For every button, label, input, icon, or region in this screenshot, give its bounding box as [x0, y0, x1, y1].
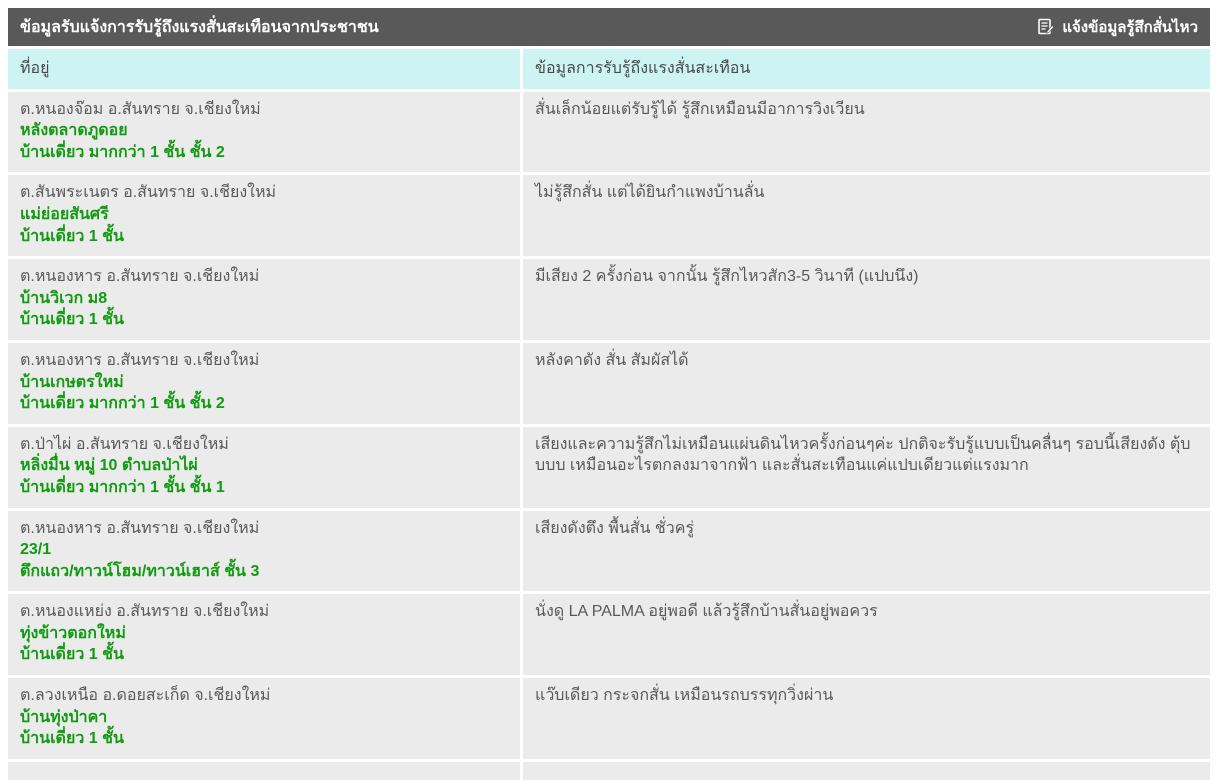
place-text: 23/1: [20, 541, 52, 559]
address-text: ต.หนองแหย่ง อ.สันทราย จ.เชียงใหม่: [20, 603, 270, 621]
address-cell: [8, 678, 520, 759]
report-cell: นั่งดู LA PALMA อยู่พอดี แล้วรู้สึกบ้านสั่นอยู่พอควร: [523, 594, 1210, 675]
place-text: ทุ่งข้าวตอกใหม่: [20, 624, 126, 642]
report-cell: แว๊บเดียว กระจกสั่น เหมือนรถบรรทุกวิ่งผ่าน: [523, 678, 1210, 759]
report-cell: หลังคาดัง สั่น สัมผัสได้: [523, 343, 1210, 424]
address-cell: [8, 511, 520, 592]
report-cell: เสียงดังตึง พื้นสั่น ชั่วครู่: [523, 511, 1210, 592]
building-text: บ้านเดี่ยว มากกว่า 1 ชั้น ชั้น 2: [20, 143, 225, 161]
table-row: [8, 175, 1210, 256]
form-pencil-icon: [1037, 18, 1055, 36]
address-cell: [8, 594, 520, 675]
address-cell: [8, 343, 520, 424]
column-header-report: ข้อมูลการรับรู้ถึงแรงสั่นสะเทือน: [523, 49, 1210, 89]
building-text: ตึกแถว/ทาวน์โฮม/ทาวน์เฮาส์ ชั้น 3: [20, 562, 260, 580]
place-text: หลังตลาดภูดอย: [20, 122, 128, 140]
report-cell: เสียงและความรู้สึกไม่เหมือนแผ่นดินไหวครั้งก่อนๆค่ะ ปกติจะรับรู้แบบเป็นคลื่นๆ รอบนี้เสียงดัง ตุ้บบบบ เหมือนอะไรตกลงมาจากฟ้า และสั่นสะเทือนแค่แปบเดียวแต่แรงมาก: [523, 427, 1210, 508]
column-header-address: ที่อยู่: [8, 49, 520, 89]
building-text: บ้านเดี่ยว มากกว่า 1 ชั้น ชั้น 2: [20, 395, 225, 413]
table-row: [8, 594, 1210, 675]
place-text: บ้านทุ่งป่าคา: [20, 708, 108, 726]
building-text: บ้านเดี่ยว มากกว่า 1 ชั้น ชั้น 1: [20, 478, 225, 496]
panel-title: ข้อมูลรับแจ้งการรับรู้ถึงแรงสั่นสะเทือนจากประชาชน: [20, 18, 379, 36]
address-text: ต.สันพระเนตร อ.สันทราย จ.เชียงใหม่: [20, 184, 277, 202]
panel-header: [8, 8, 1210, 46]
building-text: บ้านเดี่ยว 1 ชั้น: [20, 646, 124, 664]
place-text: บ้านเกษตรใหม่: [20, 373, 124, 391]
address-text: ต.ลวงเหนือ อ.ดอยสะเก็ด จ.เชียงใหม่: [20, 687, 271, 705]
report-shaking-button[interactable]: [1037, 15, 1198, 39]
report-cell: มีเสียง 2 ครั้งก่อน จากนั้น รู้สึกไหวสัก3-5 วินาที (แปบนึง): [523, 259, 1210, 340]
address-text: ต.หนองหาร อ.สันทราย จ.เชียงใหม่: [20, 268, 260, 286]
place-text: บ้านวิเวก ม8: [20, 289, 108, 307]
address-text: ต.หนองหาร อ.สันทราย จ.เชียงใหม่: [20, 351, 260, 369]
address-text: ต.หนองจ๊อม อ.สันทราย จ.เชียงใหม่: [20, 100, 261, 118]
report-cell: [523, 762, 1210, 780]
table-header-row: [8, 49, 1210, 89]
building-text: บ้านเดี่ยว 1 ชั้น: [20, 311, 124, 329]
table-row: [8, 511, 1210, 592]
table-row: [8, 343, 1210, 424]
table-row-partial: [8, 762, 1210, 780]
table-row: [8, 92, 1210, 173]
address-cell: [8, 175, 520, 256]
place-text: แม่ย่อยสันศรี: [20, 205, 109, 223]
table-row: [8, 427, 1210, 508]
address-cell: [8, 762, 520, 780]
place-text: หลิ่งมื่น หมู่ 10 ตำบลป่าไผ่: [20, 457, 198, 475]
building-text: บ้านเดี่ยว 1 ชั้น: [20, 227, 124, 245]
address-cell: [8, 92, 520, 173]
address-cell: [8, 427, 520, 508]
address-text: ต.ป่าไผ่ อ.สันทราย จ.เชียงใหม่: [20, 435, 229, 453]
report-shaking-button-label: แจ้งข้อมูลรู้สึกสั่นไหว: [1062, 19, 1198, 36]
address-text: ต.หนองหาร อ.สันทราย จ.เชียงใหม่: [20, 519, 260, 537]
building-text: บ้านเดี่ยว 1 ชั้น: [20, 730, 124, 748]
address-cell: [8, 259, 520, 340]
report-cell: ไม่รู้สึกสั่น แต่ได้ยินกำแพงบ้านลั่น: [523, 175, 1210, 256]
table-row: [8, 259, 1210, 340]
table-row: [8, 678, 1210, 759]
report-cell: สั่นเล็กน้อยแต่รับรู้ได้ รู้สึกเหมือนมีอาการวิงเวียน: [523, 92, 1210, 173]
